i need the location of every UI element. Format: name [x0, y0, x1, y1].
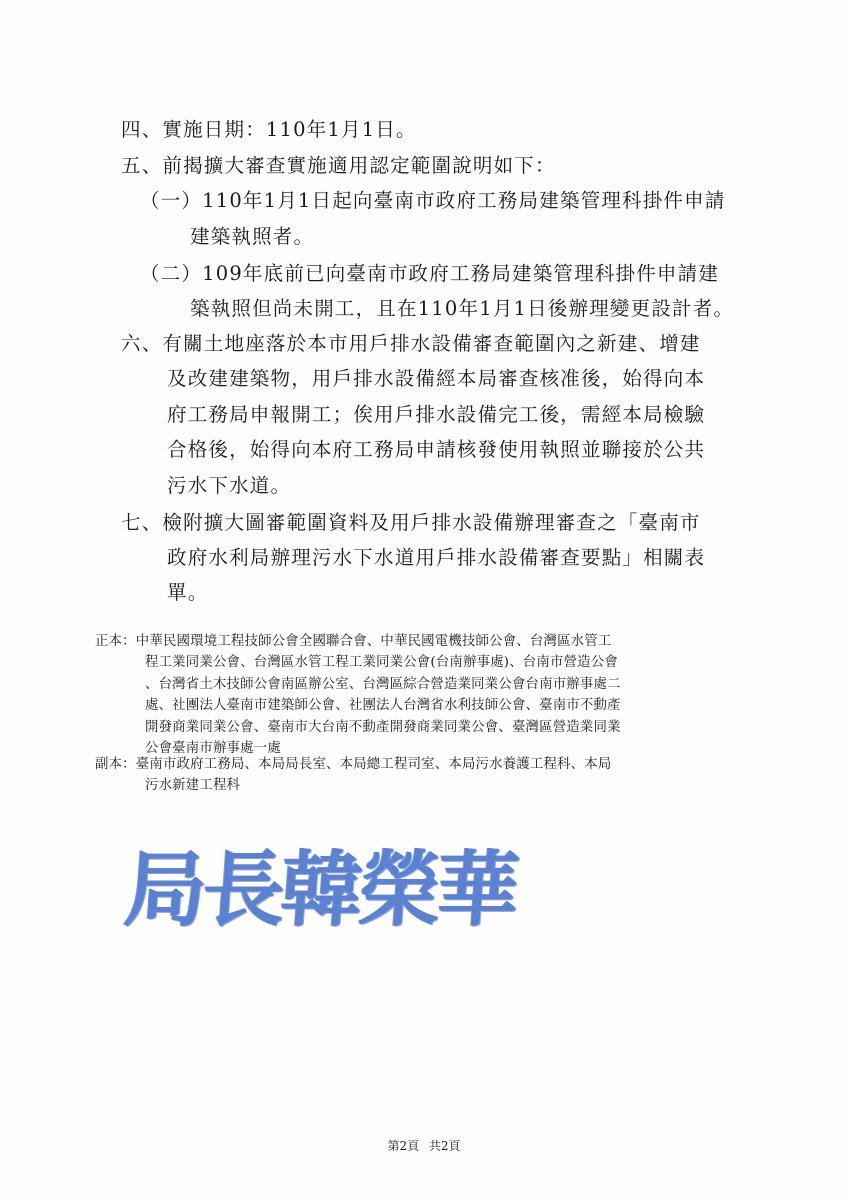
copy-line-2: 污水新建工程科 [145, 778, 241, 793]
item-5-2-line-2: 築執照但尚未開工，且在110年1月1日後辦理變更設計者。 [190, 297, 735, 320]
item-7-line-1: 七、檢附擴大圖審範圍資料及用戶排水設備辦理審查之「臺南市 [121, 511, 701, 534]
item-6-line-4: 合格後，始得向本府工務局申請核發使用執照並聯接於公共 [167, 438, 706, 461]
recipients-line-5: 開發商業同業公會、臺南市大台南不動產開發商業同業公會、臺灣區營造業同業 [145, 720, 621, 735]
recipients-line-3: 、台灣省土木技師公會南區辦公室、台灣區綜合營造業同業公會台南市辦事處二 [145, 677, 621, 692]
item-7-line-3: 單。 [167, 581, 209, 604]
item-4-date: 四、實施日期：110年1月1日。 [121, 118, 417, 141]
item-6-line-1: 六、有關土地座落於本市用戶排水設備審查範圍內之新建、增建 [121, 332, 701, 355]
page-footer [0, 1137, 848, 1154]
recipients-line-2: 程工業同業公會、台灣區水管工程工業同業公會(台南辦事處)、台南市營造公會 [145, 655, 618, 670]
item-6-line-3: 府工務局申報開工；俟用戶排水設備完工後，需經本局檢驗 [167, 403, 706, 426]
item-7-line-2: 政府水利局辦理污水下水道用戶排水設備審查要點」相關表 [167, 546, 706, 569]
page-number: 第2頁 [387, 1139, 420, 1153]
director-seal-stamp: 局長韓榮華 [121, 842, 519, 938]
item-5-2-line-1: （二）109年底前已向臺南市政府工務局建築管理科掛件申請建 [140, 262, 720, 285]
page-total: 共2頁 [428, 1139, 461, 1153]
copy-line-1: 副本：臺南市政府工務局、本局局長室、本局總工程司室、本局污水養護工程科、本局 [95, 757, 612, 772]
recipients-line-6: 公會臺南市辦事處一處 [145, 741, 281, 756]
item-5-1-line-1: （一）110年1月1日起向臺南市政府工務局建築管理科掛件申請 [140, 189, 726, 212]
item-6-line-5: 污水下水道。 [167, 474, 292, 497]
item-6-line-2: 及改建建築物，用戶排水設備經本局審查核准後，始得向本 [167, 367, 706, 390]
recipients-line-4: 處、社團法人臺南市建築師公會、社團法人台灣省水利技師公會、臺南市不動產 [145, 698, 621, 713]
item-5-1-line-2: 建築執照者。 [190, 225, 315, 248]
recipients-line-1: 正本：中華民國環境工程技師公會全國聯合會、中華民國電機技師公會、台灣區水管工 [95, 634, 612, 649]
item-5-heading: 五、前揭擴大審查實施適用認定範圍說明如下： [121, 154, 556, 177]
